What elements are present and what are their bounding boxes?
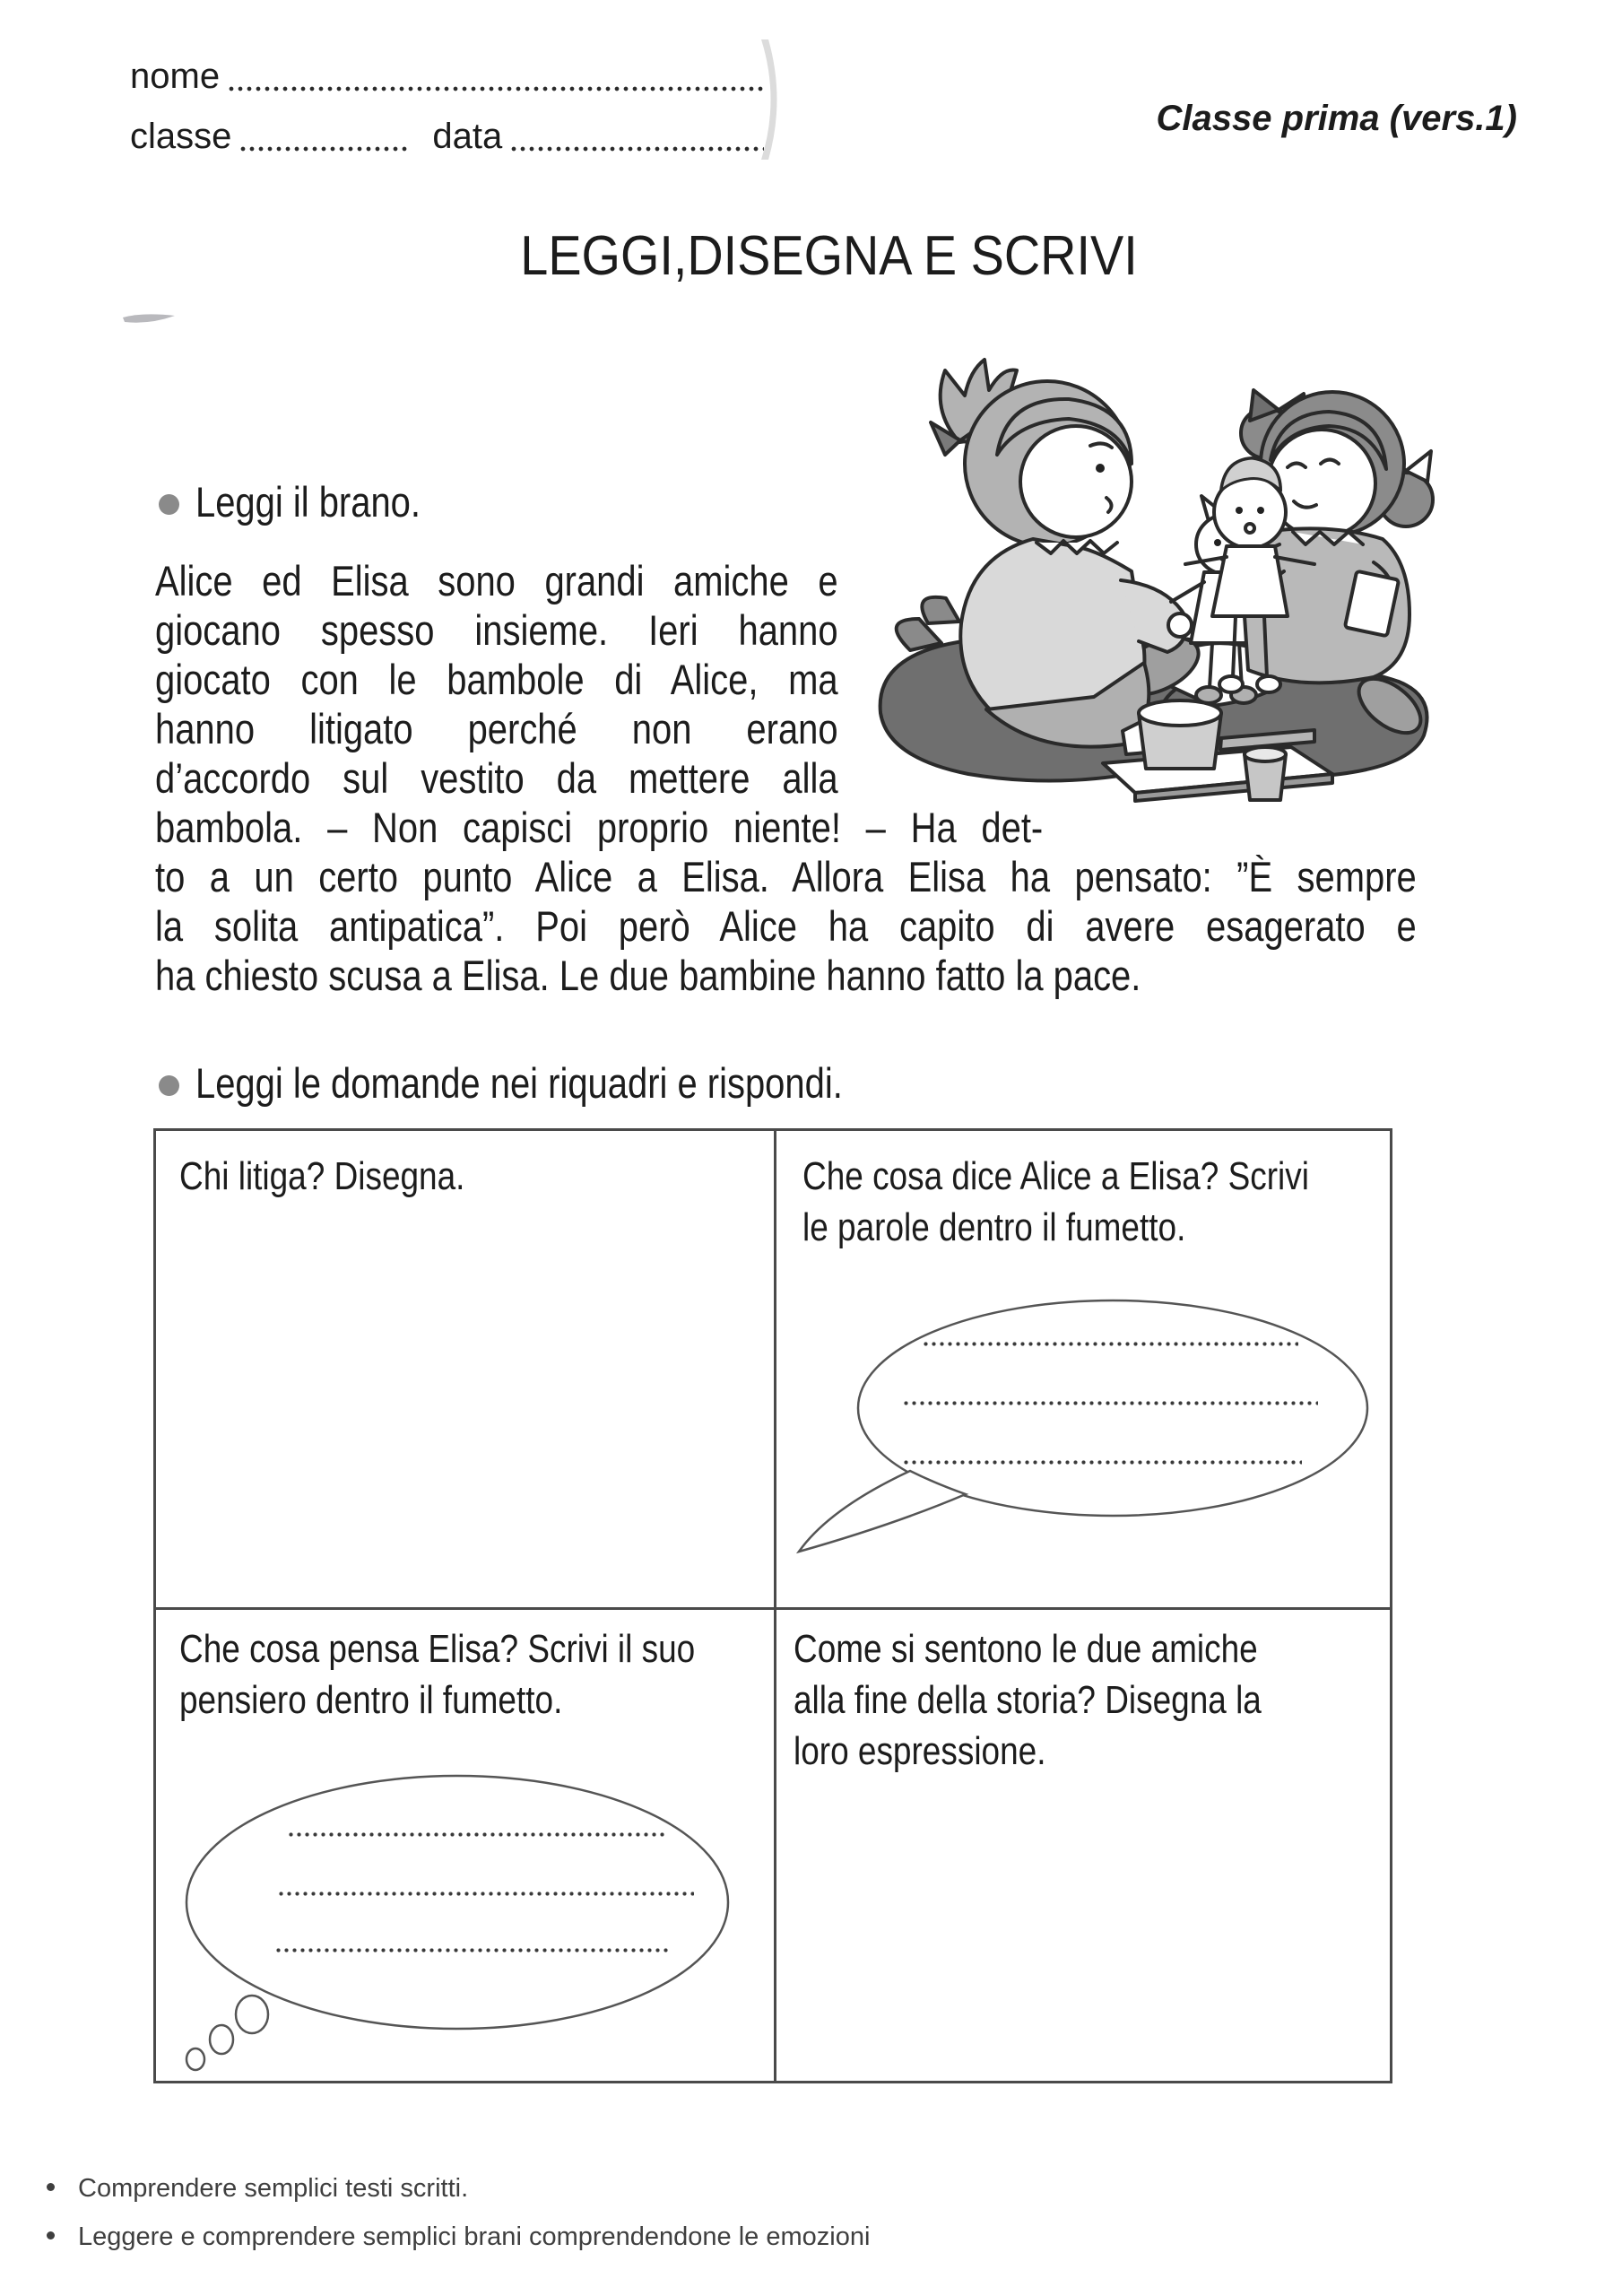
learning-objectives (47, 2170, 1302, 2255)
question-what-elisa-thinks (179, 1623, 695, 1726)
question-line: pensiero dentro il fumetto. (179, 1678, 563, 1722)
read-passage-instruction: Leggi il brano. (195, 478, 421, 526)
question-who-fights: Chi litiga? Disegna. (179, 1154, 465, 1198)
passage-line: Alice ed Elisa sono grandi amiche e (155, 557, 838, 604)
question-line: Che cosa dice Alice a Elisa? Scrivi (802, 1154, 1309, 1198)
objective-item (47, 2219, 1302, 2255)
list-bullet-icon (47, 2183, 55, 2191)
question-line: loro espressione. (794, 1729, 1046, 1773)
grid-row-divider (153, 1607, 1392, 1610)
name-label: nome (130, 57, 221, 96)
passage-line: ha chiesto scusa a Elisa. Le due bambine hanno fatto la pace. (155, 952, 1141, 999)
answer-write-line (279, 1892, 694, 1896)
question-line: alla fine della storia? Disegna la (794, 1678, 1262, 1722)
question-line: Che cosa pensa Elisa? Scrivi il suo (179, 1627, 696, 1671)
passage-line: giocato con le bambole di Alice, ma (155, 656, 838, 703)
date-label: data (432, 117, 503, 156)
objective-item (47, 2170, 1302, 2206)
answer-write-line (904, 1460, 1302, 1465)
section-bullet-icon (159, 1075, 179, 1096)
section-bullet-icon (159, 494, 179, 515)
passage-line: bambola. – Non capisci proprio niente! – Ha det- (155, 804, 1044, 851)
page-curl-icon (759, 39, 782, 160)
passage-line: d’accordo sul vestito da mettere alla (155, 754, 838, 802)
question-how-friends-feel (794, 1623, 1262, 1777)
grid-column-divider (774, 1128, 776, 2083)
thought-bubble (153, 1758, 774, 2083)
answer-write-line (276, 1948, 671, 1952)
question-line: Come si sentono le due amiche (794, 1627, 1258, 1671)
passage-line: to a un certo punto Alice a Elisa. Allora Elisa ha pensato: ”È sempre (155, 853, 1417, 900)
passage-line: hanno litigato perché non erano (155, 705, 838, 752)
objective-text: Leggere e comprendere semplici brani comprendendone le emozioni (78, 2222, 871, 2251)
passage-line: la solita antipatica”. Poi però Alice ha capito di avere esagerato e (155, 902, 1417, 950)
gray-dash-decoration (123, 312, 175, 325)
question-line: le parole dentro il fumetto. (802, 1205, 1186, 1249)
answer-write-line (289, 1832, 666, 1837)
passage-line: giocano spesso insieme. Ieri hanno (155, 606, 838, 654)
answer-write-line (924, 1342, 1298, 1346)
reading-passage (155, 556, 1417, 1000)
date-write-line (511, 146, 764, 152)
page-title: LEGGI,DISEGNA E SCRIVI (520, 225, 1138, 287)
read-questions-instruction: Leggi le domande nei riquadri e rispondi. (195, 1059, 843, 1107)
name-write-line (229, 86, 764, 91)
objective-text: Comprendere semplici testi scritti. (78, 2174, 469, 2203)
speech-bubble (774, 1283, 1392, 1578)
answer-write-line (904, 1401, 1318, 1405)
edition-label: Classe prima (vers.1) (1156, 99, 1517, 138)
class-date-row (130, 116, 764, 157)
class-write-line (240, 146, 411, 152)
class-label: classe (130, 117, 232, 156)
name-field-row (130, 56, 764, 97)
question-what-alice-says (802, 1151, 1309, 1253)
list-bullet-icon (47, 2231, 55, 2239)
